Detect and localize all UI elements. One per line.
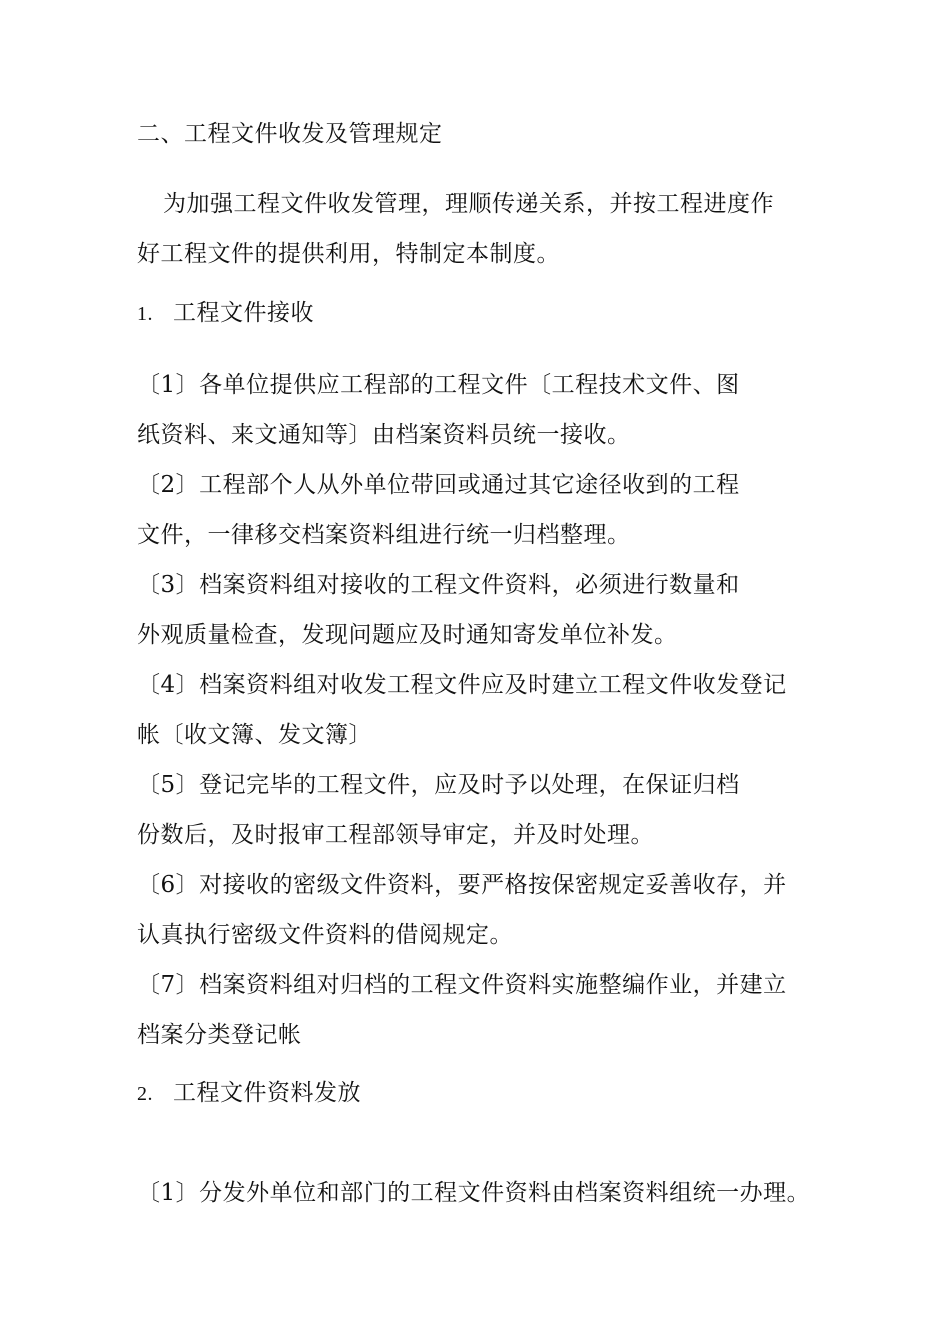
item-1-line-2: 纸资料、来文通知等〕由档案资料员统一接收。 (137, 422, 631, 448)
item-1-line-1: 〔1〕各单位提供应工程部的工程文件〔工程技术文件、图 (137, 372, 740, 398)
subsection-2-heading (137, 1077, 361, 1110)
item-4-line-2: 帐〔收文簿、发文簿〕 (137, 722, 372, 748)
item-2-line-1: 〔2〕工程部个人从外单位带回或通过其它途径收到的工程 (137, 472, 740, 498)
subsection-2-title: 工程文件资料发放 (173, 1080, 361, 1106)
item-4-line-1: 〔4〕档案资料组对收发工程文件应及时建立工程文件收发登记 (137, 672, 787, 698)
subsection-1-title: 工程文件接收 (173, 300, 314, 326)
item-6-line-1: 〔6〕对接收的密级文件资料，要严格按保密规定妥善收存，并 (137, 872, 787, 898)
intro-line-1: 为加强工程文件收发管理，理顺传递关系，并按工程进度作 (163, 191, 774, 217)
item-2-line-2: 文件，一律移交档案资料组进行统一归档整理。 (137, 522, 631, 548)
item-6-line-2: 认真执行密级文件资料的借阅规定。 (137, 922, 513, 948)
subsection-2-number: 2. (137, 1083, 153, 1105)
subsection-1-number: 1. (137, 303, 153, 325)
section-heading: 二、工程文件收发及管理规定 (137, 121, 443, 147)
intro-line-2: 好工程文件的提供利用，特制定本制度。 (137, 241, 560, 267)
item-7-line-2: 档案分类登记帐 (137, 1022, 302, 1048)
section2-item-1-line-1: 〔1〕分发外单位和部门的工程文件资料由档案资料组统一办理。 (137, 1180, 811, 1206)
subsection-1-heading (137, 297, 314, 330)
item-3-line-1: 〔3〕档案资料组对接收的工程文件资料，必须进行数量和 (137, 572, 740, 598)
item-7-line-1: 〔7〕档案资料组对归档的工程文件资料实施整编作业，并建立 (137, 972, 787, 998)
item-5-line-2: 份数后，及时报审工程部领导审定，并及时处理。 (137, 822, 654, 848)
item-5-line-1: 〔5〕登记完毕的工程文件，应及时予以处理，在保证归档 (137, 772, 740, 798)
item-3-line-2: 外观质量检查，发现问题应及时通知寄发单位补发。 (137, 622, 678, 648)
